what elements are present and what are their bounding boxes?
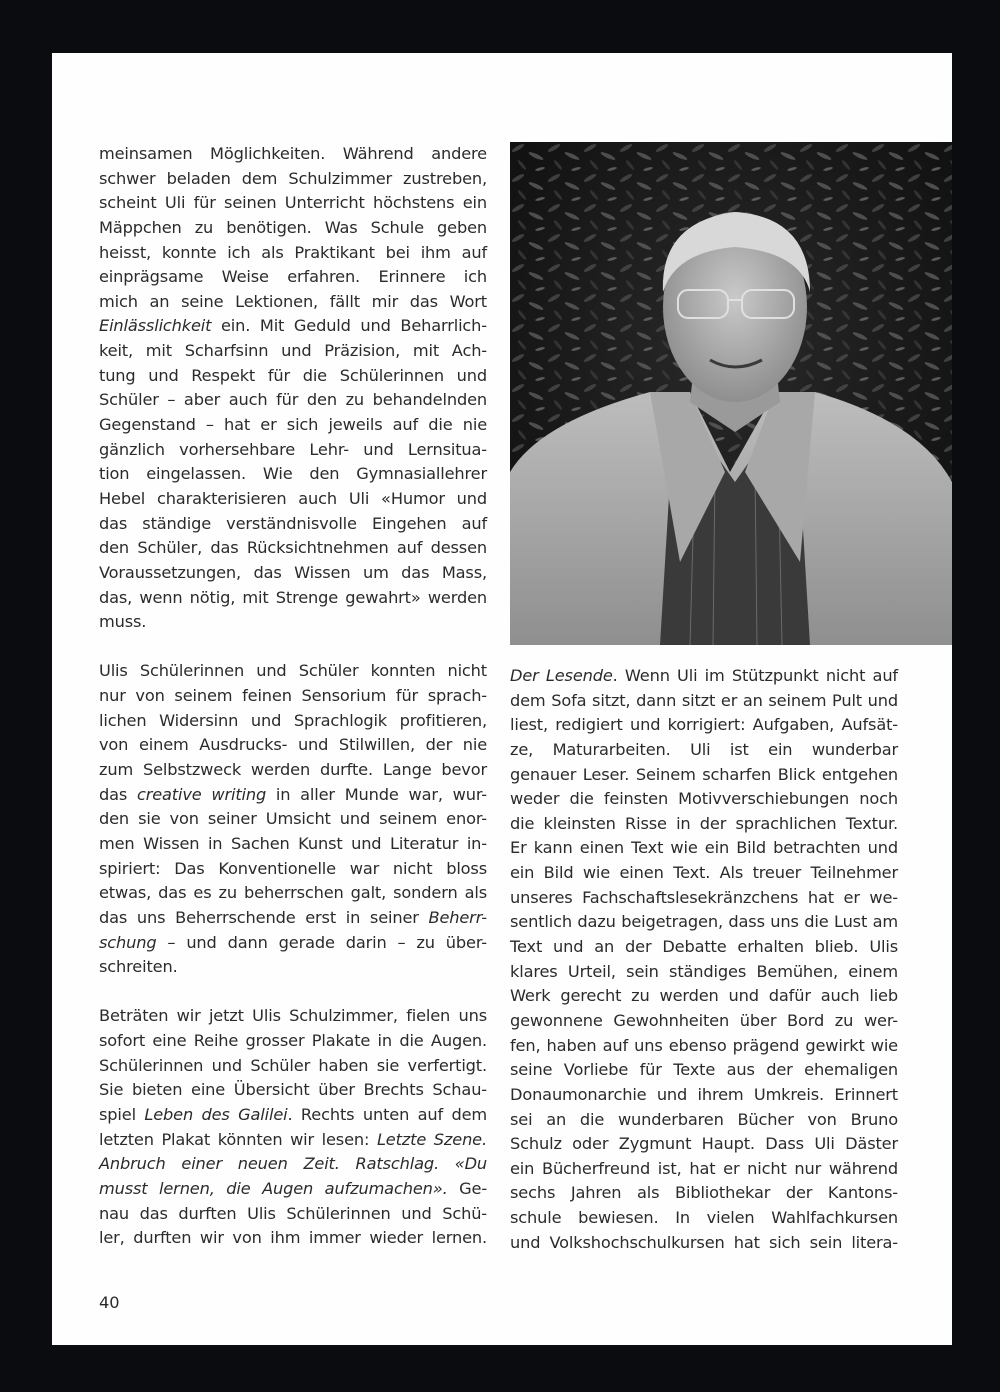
text-line xyxy=(510,664,898,689)
text-line: tung und Respekt für die Schülerinnen und xyxy=(99,365,487,385)
text-line: Mäppchen zu benötigen. Was Schule geben xyxy=(99,217,487,237)
text-line: Schüler – aber auch für den zu behandelnden xyxy=(99,390,487,410)
text-line: Hebel charakterisieren auch Uli «Humor und xyxy=(99,488,487,508)
text-line: ein Bild wie einen Text. Als treuer Teilnehmer xyxy=(510,863,898,883)
text-line: meinsamen Möglichkeiten. Während andere xyxy=(99,144,487,163)
text-fragment: das xyxy=(99,784,137,804)
text-line: von einem Ausdrucks- und Stilwillen, der nie xyxy=(99,735,487,755)
text-fragment: – und dann gerade darin – zu über- xyxy=(156,932,487,952)
text-line: keit, mit Scharfsinn und Präzision, mit Ach- xyxy=(99,341,487,361)
text-line: mich an seine Lektionen, fällt mir das Wort xyxy=(99,291,487,311)
paragraph-2 xyxy=(99,659,487,979)
text-line: heisst, konnte ich als Praktikant bei ihm auf xyxy=(99,242,487,262)
text-line: sei an die wunderbaren Bücher von Bruno xyxy=(510,1109,898,1129)
text-line: weder die feinsten Motivverschiebungen noch xyxy=(510,789,898,809)
portrait-image xyxy=(510,142,952,645)
text-line: liest, redigiert und korrigiert: Aufgaben, Aufsät- xyxy=(510,715,898,735)
text-fragment: das uns Beherrschende erst in seiner xyxy=(99,907,429,927)
text-line: sentlich dazu beigetragen, dass uns die Lust am xyxy=(510,912,898,932)
text-line: schwer beladen dem Schulzimmer zustreben, xyxy=(99,168,487,188)
text-line: Er kann einen Text wie ein Bild betrachten und xyxy=(510,838,898,858)
text-line: Werk gerecht zu werden und dafür auch lieb xyxy=(510,986,898,1006)
text-line: dem Sofa sitzt, dann sitzt er an seinem Pult und xyxy=(510,690,898,710)
italic-term: Einlässlichkeit xyxy=(99,316,212,336)
text-line: Ulis Schülerinnen und Schüler konnten nicht xyxy=(99,661,487,681)
text-line: genauer Leser. Seinem scharfen Blick entgehen xyxy=(510,764,898,784)
italic-term: schung xyxy=(99,932,157,952)
text-fragment: . Wenn Uli im Stützpunkt nicht auf xyxy=(612,666,898,685)
italic-term: Leben des Galilei xyxy=(144,1104,288,1124)
text-line xyxy=(99,783,487,808)
italic-quote: Anbruch einer neuen Zeit. Ratschlag. «Du xyxy=(99,1154,487,1174)
paragraph-3 xyxy=(99,1004,487,1250)
text-line: den sie von seiner Umsicht und seinem enor- xyxy=(99,809,487,829)
text-line: etwas, das es zu beherrschen galt, sondern als xyxy=(99,883,487,903)
text-line: ler, durften wir von ihm immer wieder lernen. xyxy=(99,1228,487,1248)
text-line xyxy=(99,1152,487,1177)
portrait-photo xyxy=(510,142,952,645)
italic-term: Beherr- xyxy=(428,907,487,927)
text-line: seine Vorliebe für Texte aus der ehemaligen xyxy=(510,1060,898,1080)
text-line: scheint Uli für seinen Unterricht höchstens ein xyxy=(99,193,487,213)
text-fragment: in aller Munde war, wur- xyxy=(266,784,487,804)
text-line: schule bewiesen. In vielen Wahlfachkursen xyxy=(510,1208,898,1228)
text-fragment: . Rechts unten auf dem xyxy=(287,1104,488,1124)
text-line xyxy=(99,1103,487,1128)
text-line: klares Urteil, sein ständiges Bemühen, einem xyxy=(510,961,898,981)
text-line: fen, haben auf uns ebenso prägend gewirkt wie xyxy=(510,1035,898,1055)
text-line: Beträten wir jetzt Ulis Schulzimmer, fielen uns xyxy=(99,1006,487,1026)
italic-term: Der Lesende xyxy=(510,666,613,685)
text-line: lichen Widersinn und Sprachlogik profitieren, xyxy=(99,710,487,730)
text-line: den Schüler, das Rücksichtnehmen auf dessen xyxy=(99,538,487,558)
text-line: gänzlich vorhersehbare Lehr- und Lernsitua- xyxy=(99,439,487,459)
text-fragment: ein. Mit Geduld und Beharrlich- xyxy=(211,316,487,336)
text-line: ein Bücherfreund ist, hat er nicht nur während xyxy=(510,1158,898,1178)
text-line: sechs Jahren als Bibliothekar der Kantons- xyxy=(510,1183,898,1203)
text-fragment: Ge- xyxy=(447,1178,488,1198)
text-fragment: letzten Plakat könnten wir lesen: xyxy=(99,1129,377,1149)
paragraph-1 xyxy=(99,142,487,635)
text-line: tion eingelassen. Wie den Gymnasiallehrer xyxy=(99,464,487,484)
text-line: die kleinsten Risse in der sprachlichen Textur. xyxy=(510,813,898,833)
text-line xyxy=(99,314,487,339)
italic-quote: musst lernen, die Augen aufzumachen». xyxy=(99,1178,448,1198)
page-number: 40 xyxy=(99,1293,120,1312)
text-line: Schülerinnen und Schüler haben sie verfertigt. xyxy=(99,1055,487,1075)
text-line: Voraussetzungen, das Wissen um das Mass, xyxy=(99,562,487,582)
text-line: gewonnene Gewohnheiten über Bord zu wer- xyxy=(510,1010,898,1030)
text-line: nau das durften Ulis Schülerinnen und Schü- xyxy=(99,1203,487,1223)
text-line: Donaumonarchie und ihrem Umkreis. Erinnert xyxy=(510,1084,898,1104)
text-line: Gegenstand – hat er sich jeweils auf die nie xyxy=(99,415,487,435)
text-line: einprägsame Weise erfahren. Erinnere ich xyxy=(99,267,487,287)
text-line: Schulz oder Zygmunt Haupt. Dass Uli Däster xyxy=(510,1134,898,1154)
left-column xyxy=(99,142,487,1251)
text-line: spiriert: Das Konventionelle war nicht bloss xyxy=(99,858,487,878)
italic-term: Letzte Szene. xyxy=(376,1129,487,1149)
text-line: Sie bieten eine Übersicht über Brechts Schau- xyxy=(99,1080,487,1100)
text-line: sofort eine Reihe grosser Plakate in die Augen. xyxy=(99,1031,487,1051)
book-page xyxy=(52,53,952,1345)
text-line: das ständige verständnisvolle Eingehen auf xyxy=(99,513,487,533)
text-line: und Volkshochschulkursen hat sich sein litera- xyxy=(510,1232,898,1252)
paragraph-gap xyxy=(99,635,487,660)
text-line: das, wenn nötig, mit Strenge gewahrt» werden xyxy=(99,587,487,607)
text-line xyxy=(99,1177,487,1202)
text-line xyxy=(99,931,487,956)
text-line xyxy=(99,1128,487,1153)
text-line xyxy=(99,906,487,931)
text-line: nur von seinem feinen Sensorium für sprach- xyxy=(99,686,487,706)
text-line: ze, Maturarbeiten. Uli ist ein wunderbar xyxy=(510,739,898,759)
text-line: men Wissen in Sachen Kunst und Literatur in- xyxy=(99,833,487,853)
text-line: schreiten. xyxy=(99,957,178,977)
text-line: Text und an der Debatte erhalten blieb. Ulis xyxy=(510,937,898,957)
italic-term: creative writing xyxy=(136,784,267,804)
paragraph-gap xyxy=(99,980,487,1005)
text-fragment: spiel xyxy=(99,1104,145,1124)
text-line: muss. xyxy=(99,612,147,632)
right-column xyxy=(510,664,898,1255)
text-line: unseres Fachschaftslesekränzchens hat er we- xyxy=(510,887,898,907)
text-line: zum Selbstzweck werden durfte. Lange bevor xyxy=(99,760,487,780)
